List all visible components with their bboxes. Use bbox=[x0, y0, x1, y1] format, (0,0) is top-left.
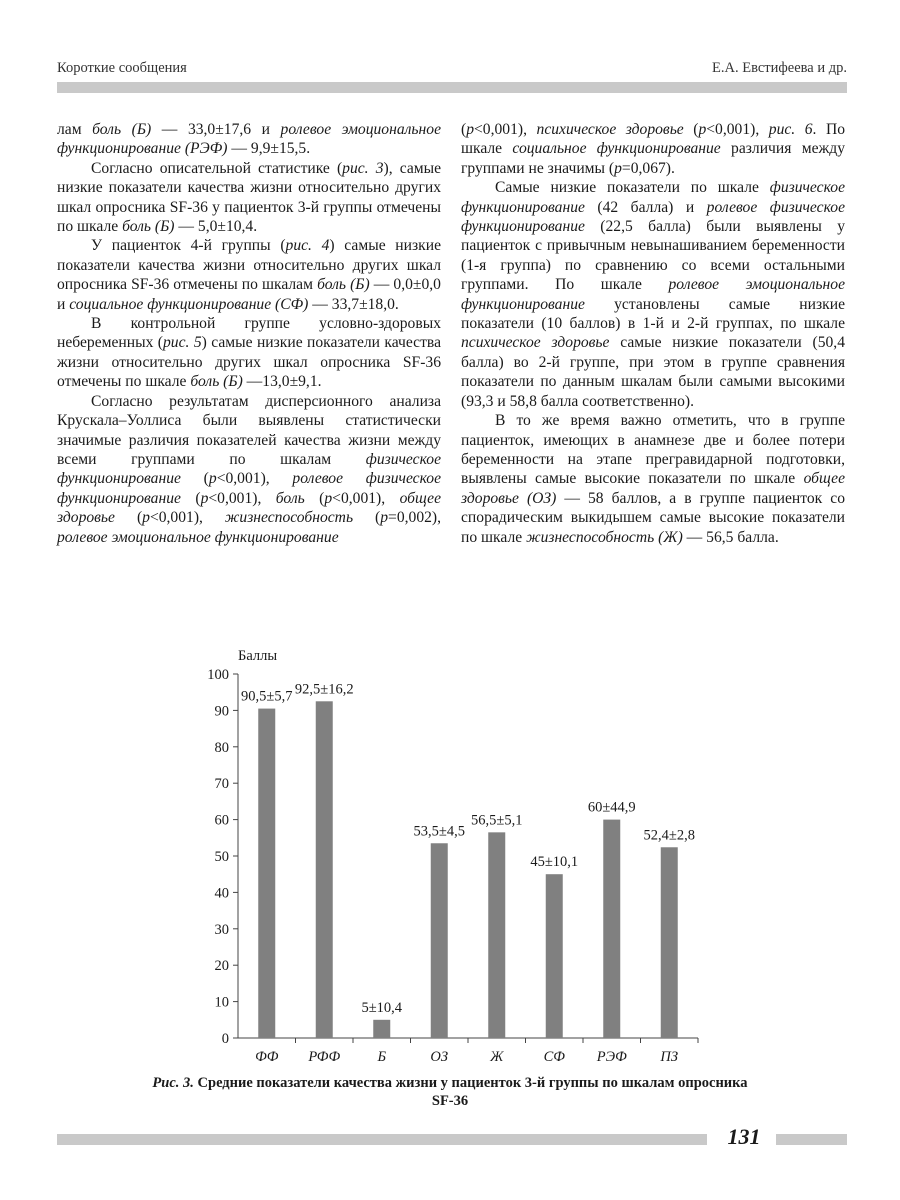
italic-term: рис. 4 bbox=[285, 237, 330, 255]
text-run: — 0,0±0,0 и bbox=[57, 276, 441, 313]
text-run: ( bbox=[180, 489, 201, 507]
y-tick-label: 100 bbox=[207, 667, 229, 683]
italic-term: рис. 3 bbox=[342, 159, 384, 177]
italic-term: p bbox=[466, 121, 474, 138]
x-tick-label: Ж bbox=[490, 1049, 504, 1065]
italic-term: физическое функционирование bbox=[461, 179, 845, 216]
italic-term: рис. 6 bbox=[768, 121, 813, 138]
running-header bbox=[57, 58, 847, 80]
x-tick-label: СФ bbox=[543, 1049, 565, 1065]
text-run: (42 балла) и bbox=[584, 198, 707, 216]
italic-term: жизнеспособность bbox=[224, 509, 354, 527]
paragraph bbox=[57, 392, 441, 547]
italic-term: общее здоровье (ОЗ) bbox=[461, 470, 845, 507]
data-label: 45±10,1 bbox=[530, 854, 579, 871]
x-tick-label: Б bbox=[377, 1049, 387, 1065]
text-run: ( bbox=[353, 509, 381, 527]
paragraph bbox=[57, 314, 441, 392]
y-tick-label: 40 bbox=[214, 885, 229, 902]
y-tick-label: 60 bbox=[214, 812, 229, 829]
footer-rule-left bbox=[57, 1134, 707, 1145]
y-tick-label: 50 bbox=[214, 849, 229, 865]
text-run: — 58 баллов, а в группе пациенток со спорадическим выкидышем самые высокие показатели по шкале bbox=[461, 489, 845, 546]
data-label: 53,5±4,5 bbox=[413, 823, 465, 840]
y-tick-label: 70 bbox=[214, 776, 229, 793]
bar bbox=[258, 709, 275, 1038]
y-tick-label: 90 bbox=[214, 703, 229, 720]
italic-term: рис. 5 bbox=[163, 334, 202, 352]
italic-term: боль (Б) bbox=[190, 373, 243, 391]
data-label: 60±44,9 bbox=[587, 799, 636, 816]
figure-caption bbox=[150, 1074, 750, 1110]
italic-term: ролевое физическое функционирование bbox=[57, 470, 442, 507]
text-run: ) самые низкие показатели качества жизни относительно других шкал опросника SF-36 отмечены по шкале bbox=[57, 334, 442, 391]
text-run: — 9,9±15,5. bbox=[227, 140, 311, 158]
text-run: <0,001), bbox=[216, 470, 293, 488]
text-run: ) самые низкие показатели качества жизни относительно других шкал опросника SF-36 отмечены по шкалам bbox=[57, 237, 441, 294]
italic-term: p bbox=[380, 509, 389, 527]
text-run: ( bbox=[304, 489, 325, 507]
text-run: ( bbox=[461, 121, 467, 138]
text-run: В то же время важно отметить, что в группе пациенток, имеющих в анамнезе две и более потери беременности на этапе прегравидарной подготовки, выявлены самые высокие показатели по шкале bbox=[461, 412, 845, 488]
paragraph bbox=[57, 159, 441, 237]
text-run: Согласно описательной статистике ( bbox=[91, 159, 343, 177]
italic-term: социальное функционирование bbox=[512, 140, 721, 158]
section-title: Короткие сообщения bbox=[57, 60, 187, 76]
bar bbox=[546, 874, 563, 1038]
bar bbox=[488, 832, 505, 1038]
text-run: различия между группами не значимы ( bbox=[461, 140, 845, 177]
italic-term: p bbox=[698, 121, 707, 138]
x-tick-label: РЭФ bbox=[596, 1049, 627, 1065]
italic-term: общее здоровье bbox=[57, 489, 442, 527]
right-column bbox=[461, 120, 845, 547]
header-rule bbox=[57, 82, 847, 93]
italic-term: психическое здоровье bbox=[461, 334, 610, 352]
left-column bbox=[57, 120, 441, 547]
text-run: ), самые низкие показатели качества жизни относительно других шкал опросника SF-36 у пациенток 3-й группы отмечены по шкале bbox=[57, 159, 442, 236]
figure-label: Рис. 3. bbox=[152, 1075, 194, 1091]
y-tick-label: 20 bbox=[214, 958, 229, 975]
italic-term: жизнеспособность (Ж) bbox=[526, 528, 683, 546]
bar bbox=[373, 1020, 390, 1038]
italic-term: социальное функционирование (СФ) bbox=[69, 295, 309, 313]
text-run: ( bbox=[683, 121, 699, 138]
italic-term: ролевое эмоциональное функционирование bbox=[461, 276, 845, 313]
bar-chart bbox=[180, 640, 740, 1080]
y-axis-label: Баллы bbox=[238, 648, 278, 664]
x-tick-label: РФФ bbox=[308, 1049, 341, 1065]
paragraph bbox=[461, 120, 845, 178]
text-run: <0,001), bbox=[332, 489, 400, 507]
text-run: Согласно результатам дисперсионного анализа Крускала–Уоллиса были выявлены статистически значимые различия показателей качества жизни между всеми группами по шкалам bbox=[57, 392, 441, 468]
data-label: 5±10,4 bbox=[361, 999, 403, 1016]
page-number: 131 bbox=[727, 1124, 761, 1149]
paragraph bbox=[57, 120, 441, 159]
y-tick-label: 0 bbox=[221, 1031, 229, 1047]
text-run: самые низкие показатели (50,4 балла) во 2-й группе, при этом в группе сравнения показатели по данным шкалам были самыми высокими (93,3 и 58,8 балла соответственно). bbox=[461, 334, 845, 410]
italic-term: ролевое эмоциональное функционирование (РЭФ) bbox=[57, 121, 441, 158]
text-run: —13,0±9,1. bbox=[242, 373, 322, 391]
text-run: =0,002), bbox=[388, 509, 442, 527]
italic-term: боль (Б) bbox=[122, 218, 175, 236]
text-run: — 56,5 балла. bbox=[682, 528, 779, 546]
bar bbox=[603, 820, 620, 1038]
text-run: ( bbox=[180, 470, 209, 488]
text-run: — 33,0±17,6 и bbox=[151, 121, 281, 138]
x-tick-label: ПЗ bbox=[660, 1049, 679, 1065]
text-run: (22,5 балла) были выявлены у пациенток с привычным невынашиванием беременности (1-я группа) по сравнению со всеми остальными группами. По шкале bbox=[461, 218, 845, 294]
text-run: установлены самые низкие показатели (10 баллов) в 1-й и 2-й группах, по шкале bbox=[461, 295, 845, 333]
italic-term: боль bbox=[275, 489, 305, 507]
text-run: ( bbox=[114, 509, 143, 527]
text-run: <0,001), bbox=[149, 509, 225, 527]
italic-term: ролевое физическое функционирование bbox=[461, 198, 845, 236]
italic-term: психическое здоровье bbox=[536, 121, 684, 138]
bar bbox=[661, 847, 678, 1038]
x-tick-label: ФФ bbox=[255, 1049, 279, 1065]
bar bbox=[431, 843, 448, 1038]
text-run: <0,001), bbox=[208, 489, 276, 507]
italic-term: p bbox=[200, 489, 209, 507]
y-tick-label: 10 bbox=[214, 994, 229, 1011]
paragraph bbox=[461, 178, 845, 411]
text-run: лам bbox=[57, 121, 93, 138]
text-run: <0,001), bbox=[706, 121, 769, 138]
italic-term: боль (Б) bbox=[317, 276, 370, 294]
data-label: 90,5±5,7 bbox=[241, 688, 293, 705]
italic-term: p bbox=[614, 159, 622, 177]
y-tick-label: 30 bbox=[214, 921, 229, 938]
italic-term: физическое функционирование bbox=[57, 450, 441, 488]
italic-term: боль (Б) bbox=[92, 121, 152, 138]
text-run: Самые низкие показатели по шкале bbox=[495, 179, 770, 197]
bar bbox=[316, 701, 333, 1038]
authors: Е.А. Евстифеева и др. bbox=[712, 60, 847, 76]
italic-term: p bbox=[208, 470, 217, 488]
italic-term: p bbox=[324, 489, 333, 507]
paragraph bbox=[461, 411, 845, 547]
figure-caption-text: Средние показатели качества жизни у пациенток 3-й группы по шкалам опросника SF-36 bbox=[193, 1075, 748, 1109]
text-run: — 5,0±10,4. bbox=[174, 218, 258, 236]
x-tick-label: ОЗ bbox=[430, 1049, 449, 1065]
text-run: В контрольной группе условно-здоровых небеременных ( bbox=[57, 315, 441, 352]
text-run: =0,067). bbox=[621, 159, 675, 177]
chart-svg bbox=[180, 640, 740, 1080]
text-run: — 33,7±18,0. bbox=[308, 295, 399, 313]
y-tick-label: 80 bbox=[214, 739, 229, 756]
data-label: 52,4±2,8 bbox=[643, 827, 695, 844]
footer-rule-right bbox=[776, 1134, 847, 1145]
text-run: <0,001), bbox=[474, 121, 537, 138]
data-label: 92,5±16,2 bbox=[294, 681, 354, 698]
paragraph bbox=[57, 236, 441, 314]
text-run: . По шкале bbox=[461, 121, 846, 158]
italic-term: ролевое эмоциональное функционирование bbox=[57, 528, 339, 546]
data-label: 56,5±5,1 bbox=[471, 812, 523, 829]
text-run: У пациенток 4-й группы ( bbox=[91, 237, 286, 255]
italic-term: p bbox=[142, 509, 150, 527]
